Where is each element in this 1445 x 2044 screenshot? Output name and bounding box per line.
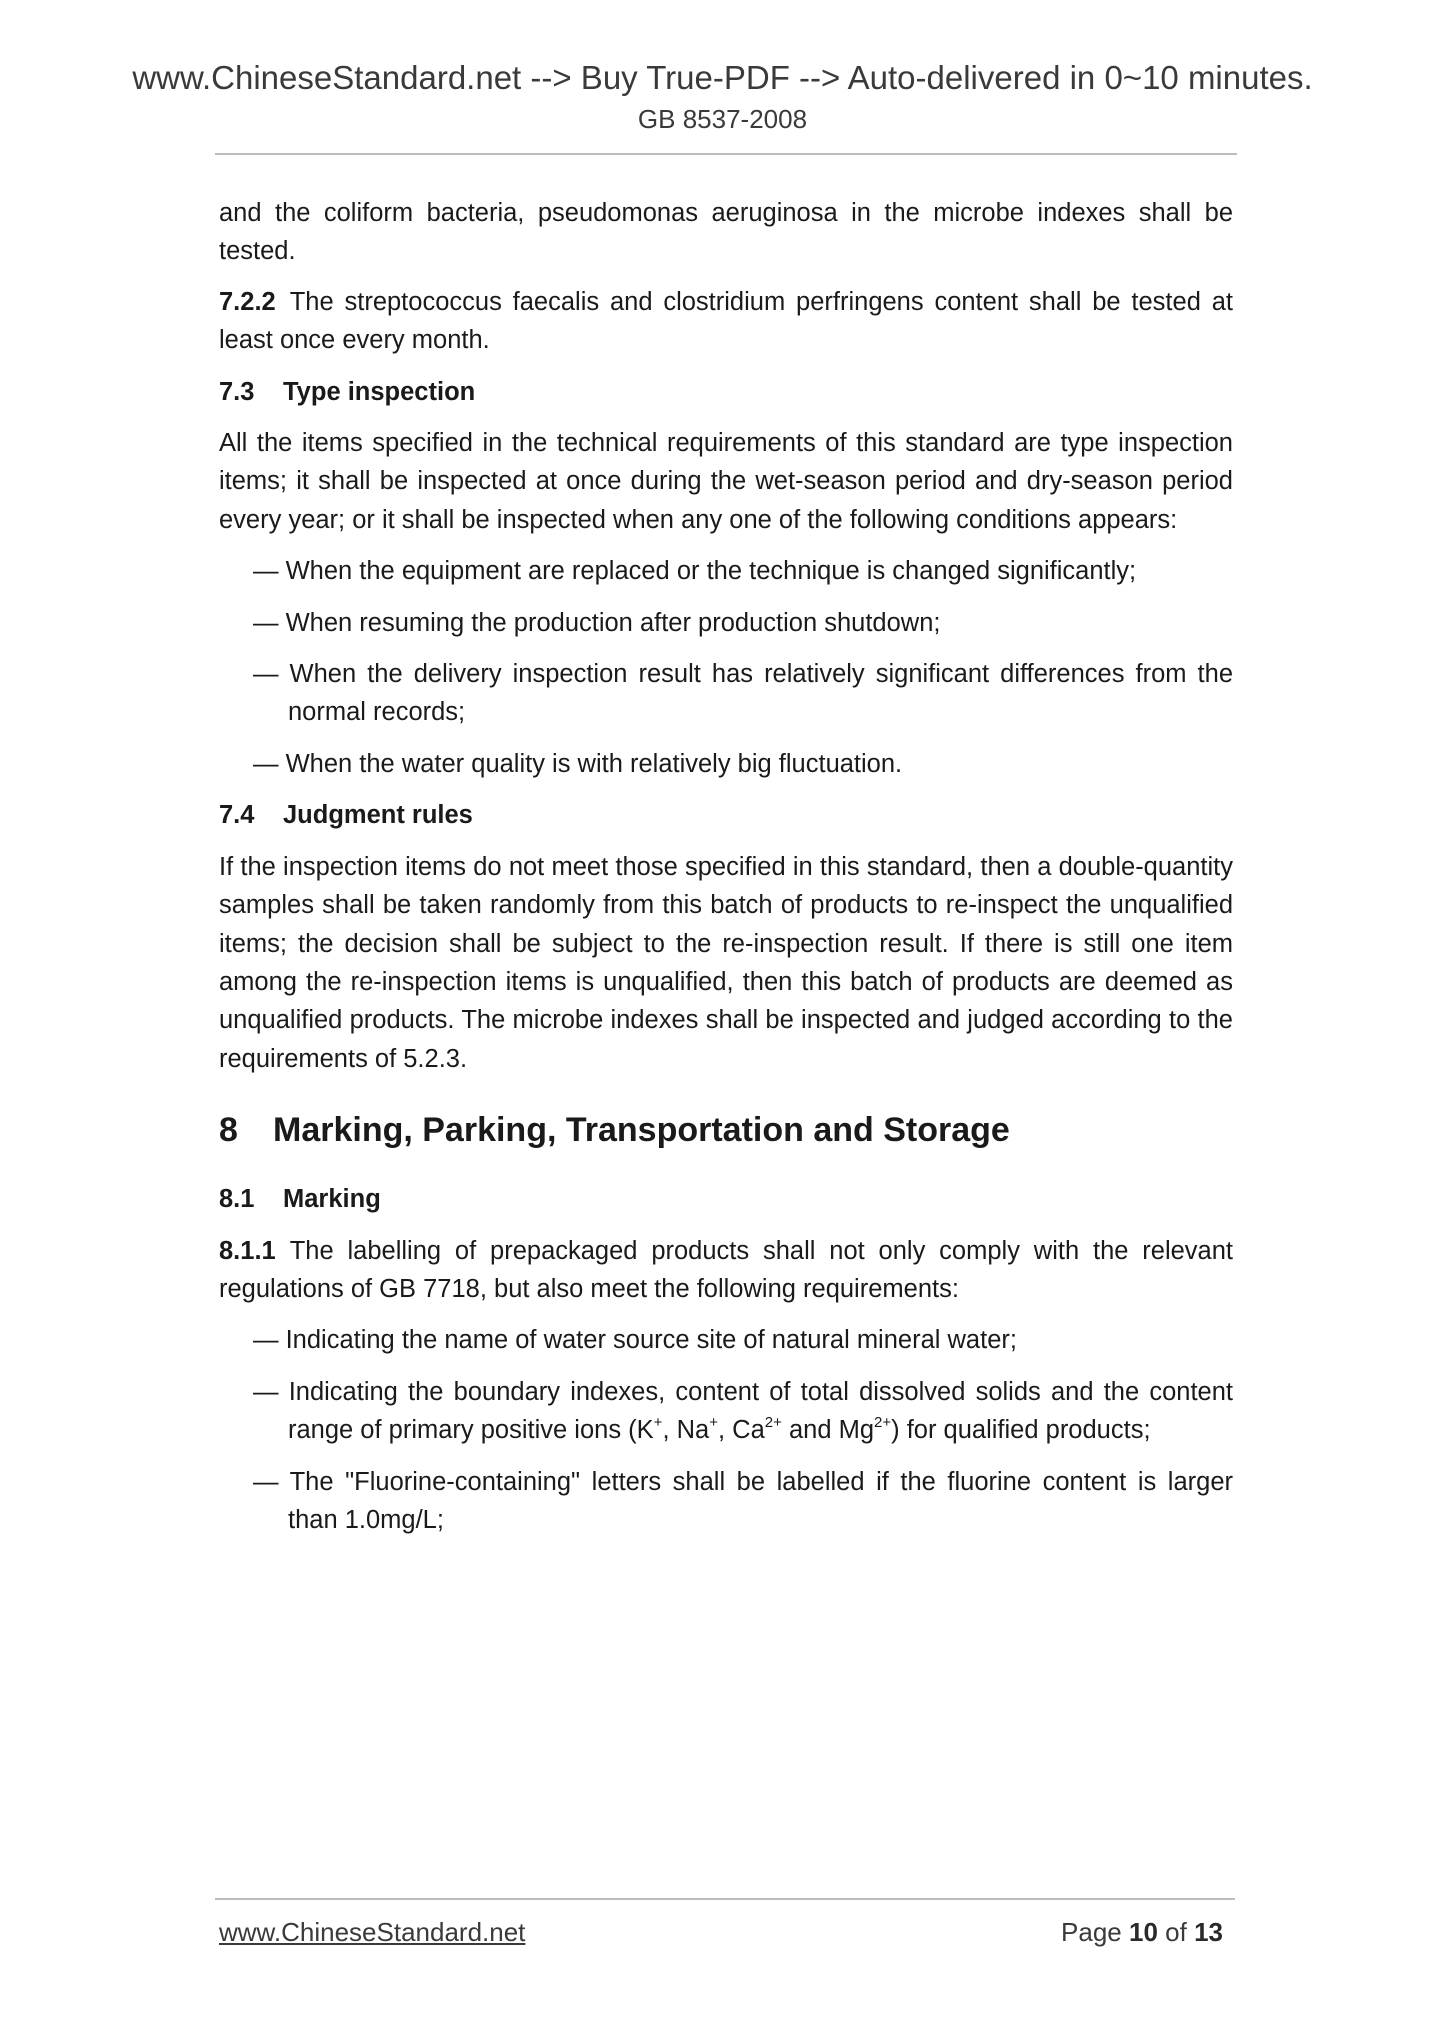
- section-number: 7.3: [219, 377, 255, 406]
- page-of: of: [1165, 1917, 1187, 1947]
- list-item: — When the equipment are replaced or the technique is changed significantly;: [253, 557, 1137, 586]
- list-item: — When the water quality is with relatively big fluctuation.: [253, 749, 903, 778]
- list-item-text: — Indicating the boundary indexes, content of total dissolved solids and the content range of primary positive ions (: [253, 1377, 1233, 1445]
- ion-charge: +: [653, 1414, 663, 1432]
- page-label: Page: [1061, 1917, 1122, 1947]
- section-title: Type inspection: [283, 377, 476, 406]
- clause-number: 8.1.1: [219, 1236, 276, 1265]
- section-7-4-heading: [219, 796, 1233, 834]
- list-item-ions: [219, 1373, 1233, 1450]
- list-item: — When resuming the production after production shutdown;: [253, 608, 941, 637]
- ion-magnesium: Mg: [838, 1416, 875, 1445]
- section-title: Marking: [283, 1185, 381, 1214]
- page-current: 10: [1129, 1917, 1158, 1947]
- separator: ,: [662, 1416, 677, 1445]
- clause-text: The labelling of prepackaged products shall not only comply with the relevant regulations of GB 7718, but also meet the following requirements:: [219, 1236, 1233, 1303]
- clause-8-1-1: [219, 1232, 1233, 1309]
- list-item: — The "Fluorine-containing" letters shall be labelled if the fluorine content is larger than 1.0mg/L;: [253, 1467, 1233, 1534]
- paragraph-continuation: and the coliform bacteria, pseudomonas aeruginosa in the microbe indexes shall be tested.: [219, 199, 1233, 266]
- header-divider: [215, 153, 1237, 155]
- separator: ,: [717, 1416, 733, 1445]
- chapter-8-heading: [219, 1106, 1233, 1154]
- section-7-4-text: If the inspection items do not meet those specified in this standard, then a double-quantity samples shall be taken randomly from this batch of products to re-inspect the unqualified items; the decision shall be subject to the re-inspection result. If there is still one item among the re-inspection items is unqualified, then this batch of products are deemed as unqualified products. The microbe indexes shall be inspected and judged according to the requirements of 5.2.3.: [219, 852, 1233, 1073]
- header-banner: www.ChineseStandard.net --> Buy True-PDF --> Auto-delivered in 0~10 minutes.: [132, 59, 1313, 96]
- footer-site-link[interactable]: www.ChineseStandard.net: [219, 1917, 526, 1947]
- ion-calcium: Ca: [732, 1416, 765, 1445]
- page-total: 13: [1194, 1917, 1223, 1947]
- ion-charge: 2+: [764, 1414, 782, 1432]
- section-title: Judgment rules: [283, 801, 473, 830]
- ion-sodium: Na: [676, 1416, 710, 1445]
- section-7-3-heading: [219, 373, 1233, 411]
- conjunction: and: [781, 1416, 839, 1445]
- standard-code: GB 8537-2008: [637, 104, 808, 134]
- section-7-3-intro: All the items specified in the technical requirements of this standard are type inspection items; it shall be inspected at once during the wet-season period and dry-season period every year; or it shall be inspected when any one of the following conditions appears:: [219, 429, 1233, 534]
- section-8-1-heading: [219, 1180, 1233, 1218]
- ion-charge: 2+: [874, 1414, 892, 1432]
- chapter-number: 8: [219, 1111, 238, 1150]
- list-item: — When the delivery inspection result has relatively significant differences from the normal records;: [253, 660, 1233, 727]
- footer-divider: [215, 1898, 1235, 1900]
- ion-charge: +: [709, 1414, 718, 1432]
- section-number: 8.1: [219, 1185, 255, 1214]
- chapter-title: Marking, Parking, Transportation and Storage: [273, 1111, 1010, 1150]
- page-content: [219, 194, 1233, 1539]
- list-item-text: ) for qualified products;: [891, 1416, 1151, 1445]
- list-item: — Indicating the name of water source site of natural mineral water;: [253, 1326, 1017, 1355]
- clause-number: 7.2.2: [219, 287, 276, 316]
- page-indicator: [1061, 1916, 1223, 1948]
- clause-text: The streptococcus faecalis and clostridium perfringens content shall be tested at least once every month.: [219, 287, 1233, 355]
- ion-potassium: K: [636, 1416, 654, 1445]
- clause-7-2-2: [219, 283, 1233, 360]
- section-number: 7.4: [219, 801, 255, 830]
